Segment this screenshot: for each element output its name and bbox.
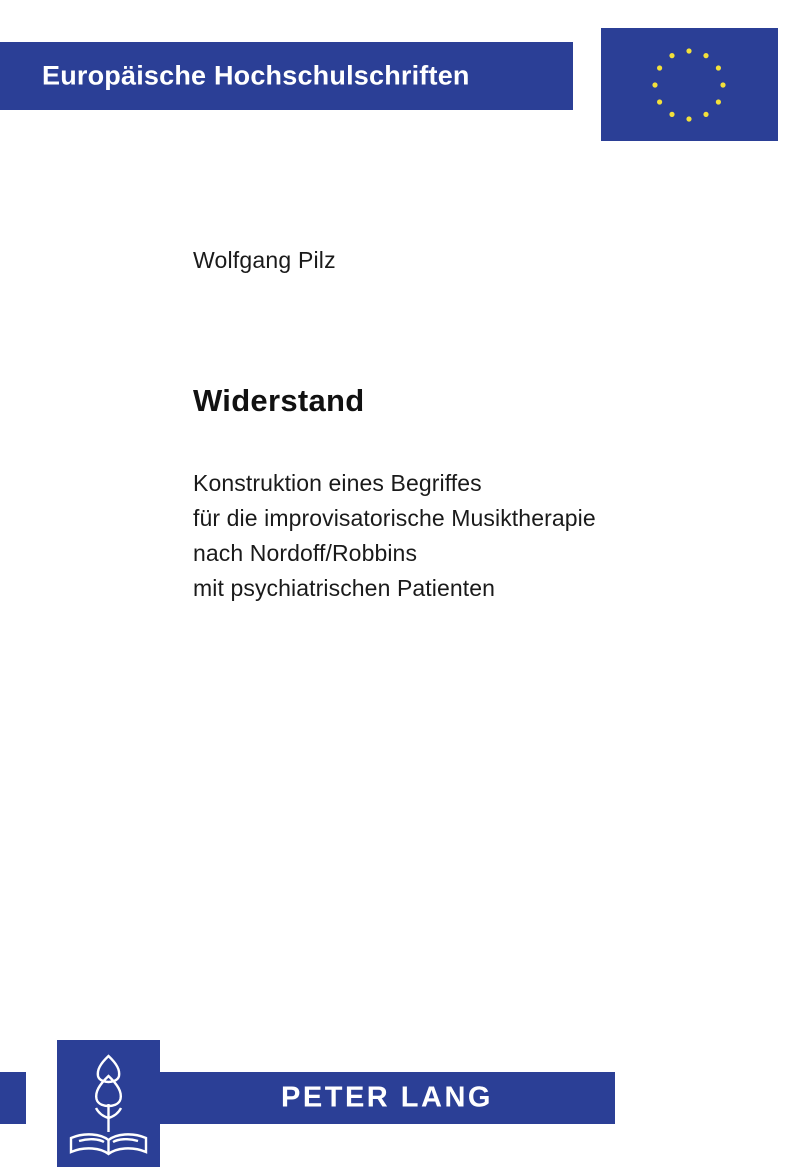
- subtitle: [193, 466, 753, 606]
- author-name: Wolfgang Pilz: [193, 247, 336, 273]
- eu-flag-emblem: [601, 28, 778, 141]
- publisher-name: PETER LANG: [281, 1081, 493, 1114]
- publisher-bar: [159, 1072, 615, 1124]
- subtitle-line-2: für die improvisatorische Musiktherapie: [193, 505, 596, 531]
- publisher-logo: [57, 1040, 160, 1167]
- series-banner: [0, 42, 573, 110]
- publisher-bar-left-stub: [0, 1072, 26, 1124]
- page-title: Widerstand: [193, 383, 365, 418]
- subtitle-line-4: mit psychiatrischen Patienten: [193, 575, 496, 601]
- subtitle-line-1: Konstruktion eines Begriffes: [193, 470, 482, 496]
- series-title: Europäische Hochschulschriften: [42, 60, 470, 91]
- subtitle-line-3: nach Nordoff/Robbins: [193, 540, 418, 566]
